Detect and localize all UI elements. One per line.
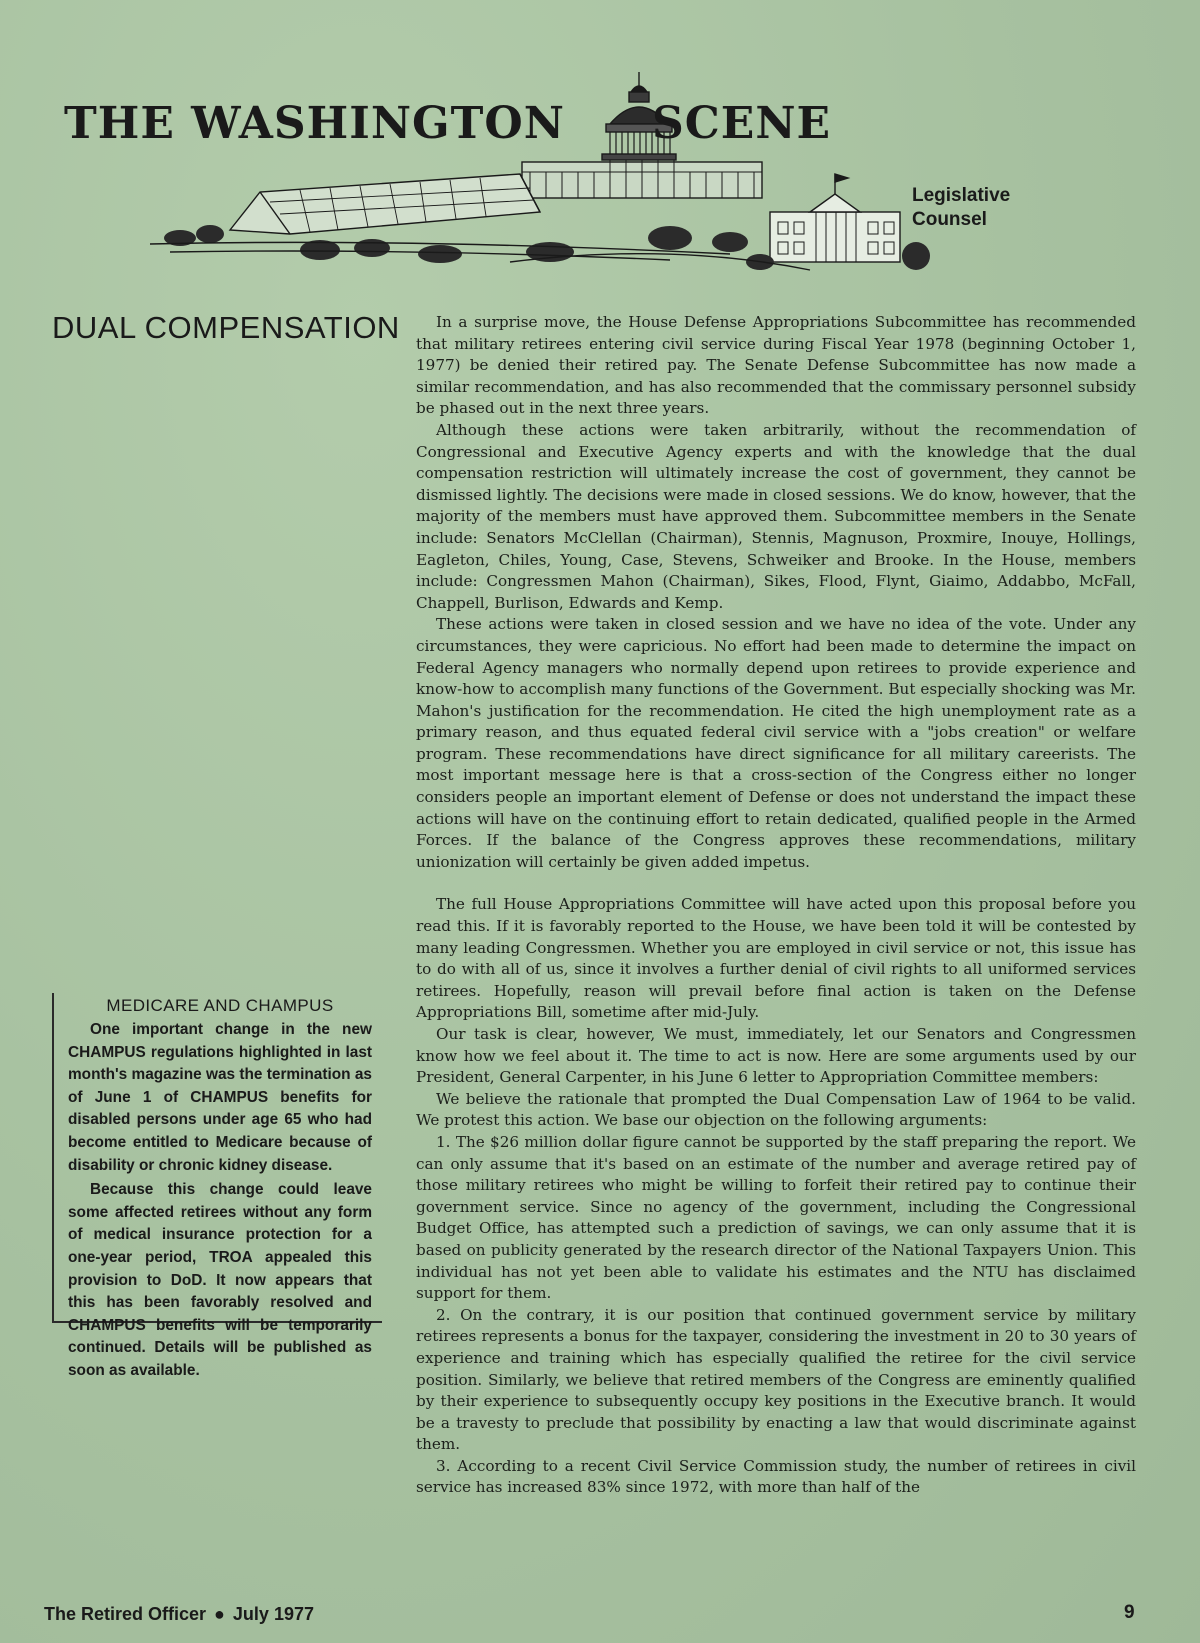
section-label-line2: Counsel [912,209,987,230]
sidebar-paragraph: Because this change could leave some affected retirees without any form of medical insurance protection for a one-year period, TROA appealed this provision to DoD. It now appears that this has been favorably resolved and CHAMPUS benefits will be temporarily continued. Details will be published as soon as available. [68,1181,372,1379]
article-paragraph: 1. The $26 million dollar figure cannot be supported by the staff preparing the report. We can only assume that it's based on an estimate of the number and average retired pay of those military retirees who might be willing to forfeit their retired pay to continue their government service. Since no agency of the government, including the Congressional Budget Office, has attempted such a prediction of savings, we can only assume that it is based on publicity generated by the research director of the National Taxpayers Union. This individual has not yet been able to validate his estimates and the NTU has disclaimed support for them. [416,1132,1136,1303]
sidebar-title: MEDICARE AND CHAMPUS [106,996,334,1015]
masthead-title-right: SCENE [652,98,832,149]
masthead [60,62,1060,282]
article-paragraph: We believe the rationale that prompted the Dual Compensation Law of 1964 to be valid. We protest this action. We base our objection on the following arguments: [416,1089,1136,1130]
article-paragraph: Our task is clear, however, We must, immediately, let our Senators and Congressmen know how we feel about it. The time to act is now. Here are some arguments used by our President, General Carpenter, in his June 6 letter to Appropriation Committee members: [416,1025,1136,1087]
article-paragraph: Although these actions were taken arbitrarily, without the recommendation of Congressional and Executive Agency experts and with the knowledge that the dual compensation restriction will ultimately increase the cost of government, they cannot be dismissed lightly. The decisions were made in closed sessions. We do know, however, that the majority of the members must have approved them. Subcommittee members in the Senate include: Senators McClellan (Chairman), Stennis, Magnuson, Proxmire, Inouye, Hollings, Eagleton, Chiles, Young, Case, Stevens, Schweiker and Brooke. In the House, members include: Congressmen Mahon (Chairman), Sikes, Flood, Flynt, Giaimo, Addabbo, McFall, Chappell, Burlison, Edwards and Kemp. [416,420,1136,612]
page-number: 9 [1124,1602,1135,1623]
article-paragraph: 2. On the contrary, it is our position that continued government service by military retirees represents a bonus for the taxpayer, considering the investment in 20 to 30 years of experience and training which has especially qualified the retiree for the civil service position. Similarly, we believe that retired members of the Congress are eminently qualified by their experience to subsequently occupy key positions in the Executive branch. It would be a travesty to preclude that possibility by enacting a law that would discriminate against them. [416,1305,1136,1454]
publication-name: The Retired Officer [44,1604,207,1624]
issue-date: July 1977 [232,1604,314,1624]
bullet-icon: ● [214,1604,225,1624]
article-paragraph: The full House Appropriations Committee will have acted upon this proposal before you read this. If it is favorably reported to the House, we have been told it will be contested by many leading Congressmen. Whether you are employed in civil service or not, this issue has to do with all of us, since it involves a further denial of civil rights to all uniformed services retirees. Hopefully, reason will prevail before final action is taken on the Defense Appropriations Bill, sometime after mid-July. [416,895,1136,1022]
article-headline: DUAL COMPENSATION [52,310,400,345]
article-paragraph: 3. According to a recent Civil Service Commission study, the number of retirees in civil service has increased 83% since 1972, with more than half of the [416,1456,1136,1497]
article-paragraph: In a surprise move, the House Defense Appropriations Subcommittee has recommended that military retirees entering civil service during Fiscal Year 1978 (beginning October 1, 1977) be denied their retired pay. The Senate Defense Subcommittee has now made a similar recommendation, and has also recommended that the commissary personnel subsidy be phased out in the next three years. [416,313,1136,418]
masthead-title-left: THE WASHINGTON [64,98,565,149]
section-label-line1: Legislative [912,185,1011,206]
article-paragraph: These actions were taken in closed session and we have no idea of the vote. Under any circumstances, they were capricious. No effort had been made to determine the impact on Federal Agency managers who normally depend upon retirees to provide experience and know-how to accomplish many functions of the Government. But especially shocking was Mr. Mahon's justification for the recommendation. He cited the high unemployment rate as a primary reason, and thus equated federal civil service with a "jobs creation" or welfare program. These recommendations have direct significance for all military careerists. The most important message here is that a cross-section of the Congress either no longer considers people an important element of Defense or does not understand the impact these actions will have on the continuing effort to retain dedicated, qualified people in the Armed Forces. If the balance of the Congress approves these recommendations, military unionization will certainly be given added impetus. [416,615,1136,871]
article-body [416,312,1136,1499]
footer-publication [44,1604,314,1625]
sidebar-paragraph: One important change in the new CHAMPUS regulations highlighted in last month's magazine was the termination as of June 1 of CHAMPUS benefits for disabled persons under age 65 who had become entitled to Medicare because of disability or chronic kidney disease. [68,1021,372,1174]
section-label [912,184,1010,232]
pentagon-illustration [230,174,540,234]
white-house-illustration [770,174,900,262]
washington-skyline-illustration [110,62,930,282]
sidebar-box [52,993,382,1379]
